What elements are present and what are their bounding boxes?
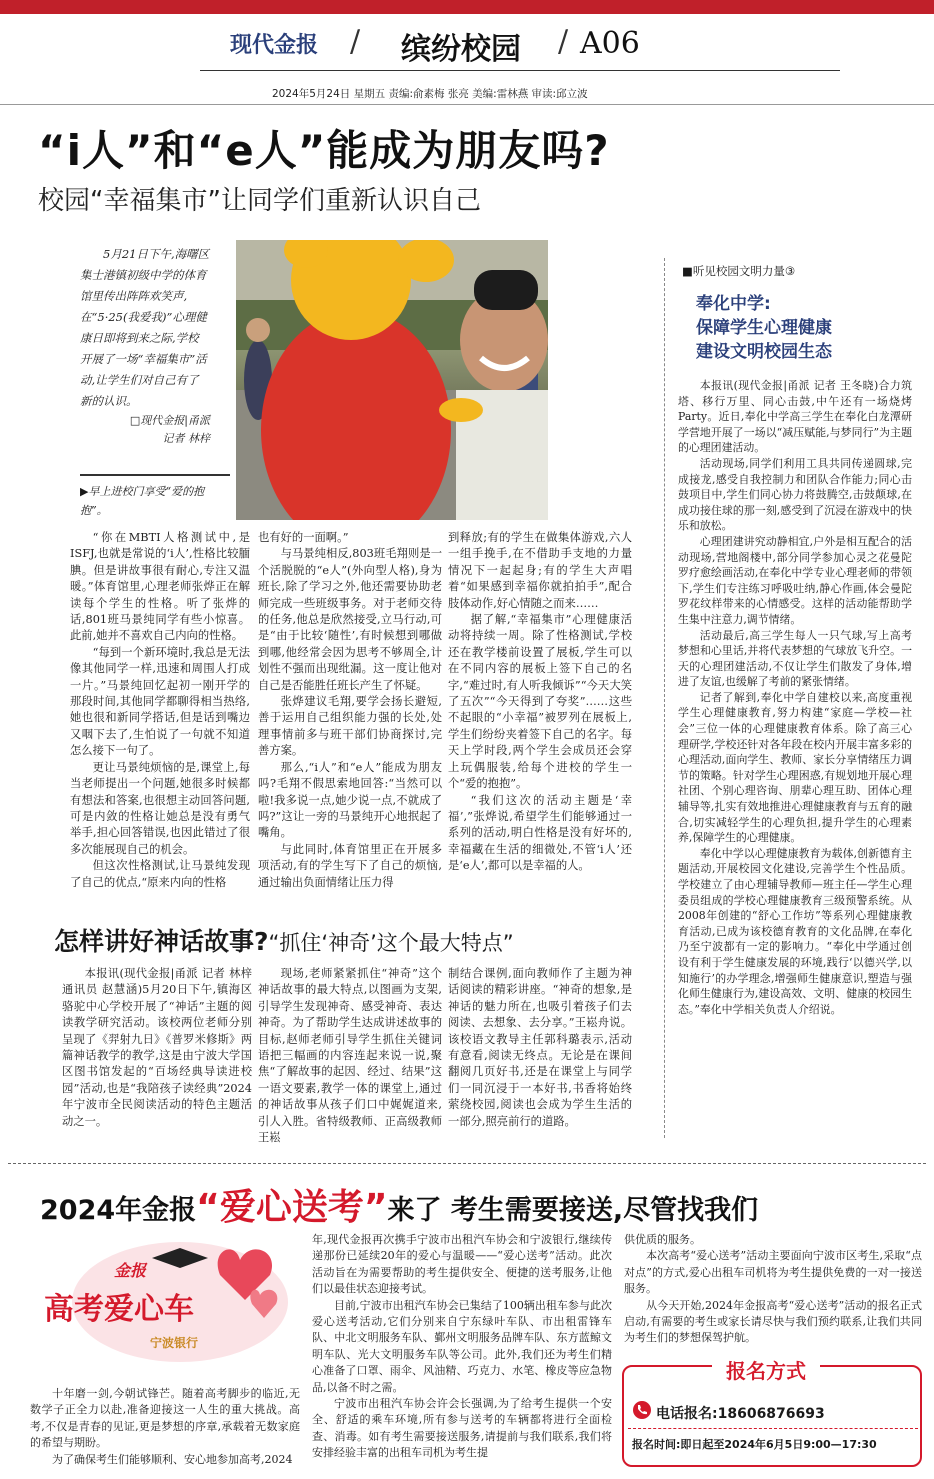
article2-column-3: 制结合课例,面向教师作了主题为神话阅读的精彩讲座。“神奇的想象,是神话的魅力所在,也吸引着孩子们去阅读、去想象、去分享。”王崧舟说。该校语文教导主任郭科璐表示,活动有意看,阅读无终点。无论是在课间翻阅几页好书,还是在课堂上与同学们一同沉浸于一本好书,书香将始终萦绕校园,阅读也会成为学生生活的一部分,照亮前行的道路。 — [448, 967, 632, 1128]
promo-logo — [30, 1240, 288, 1370]
byline-source: □现代金报|甬派 — [129, 414, 210, 427]
article-lead: 5月21日下午,海曙区集士港镇初级中学的体育馆里传出阵阵欢笑声,在“5·25(我爱我)”心理健康日即将到来之际,学校开展了一场“幸福集市”活动,让学生们对自己有了新的认识。 □现代金报|甬派 记者 林梓 — [80, 244, 210, 448]
logo-main-text: 高考爱心车 — [44, 1292, 194, 1327]
section-name: 缤纷校园 — [401, 32, 521, 67]
promo-headline: 2024年金报“爱心送考”来了 考生需要接送,尽管找我们 — [40, 1187, 759, 1228]
newspaper-name: 现代金报 — [230, 32, 319, 58]
article2-headline: 怎样讲好神话故事?“抓住‘神奇’这个最大特点” — [54, 927, 514, 956]
promo-column-1: 十年磨一剑,今朝试锋芒。随着高考脚步的临近,无数学子正全力以赴,准备迎接这一人生的重大挑战。高考,不仅是青春的见证,更是梦想的序章,承载着无数家庭的希望与期盼。 为了确保考生们能够顺利、安心地参加高考,2024 — [30, 1387, 300, 1466]
bank-logo-text: 宁波银行 — [150, 1336, 199, 1350]
header-rule — [0, 104, 934, 105]
logo-top-text: 金报 — [114, 1261, 147, 1280]
promo-column-3: 供优质的服务。 本次高考“爱心送考”活动主要面向宁波市区考生,采取“点对点”的方式,爱心出租车司机将为考生提供免费的一对一接送服务。 从今天开始,2024年金报高考“爱心送考”活动的报名正式启动,有需要的考生或家长请尽快与我们预约联系,让我们共同为考生们的梦想保驾护航。 — [624, 1233, 922, 1345]
photo-caption: ▶早上进校门享受“爱的抱抱”。 — [80, 474, 230, 520]
phone-number[interactable]: 电话报名:18606876693 — [656, 1406, 825, 1422]
article-column-3: 到释放;有的学生在做集体游戏,六人一组手挽手,在不借助手支地的力量情况下一起起身;有的学生大声唱着“如果感到幸福你就拍拍手”,配合肢体动作,好心情随之而来…… 据了解,“幸福集市”心理健康活动将持续一周。除了性格测试,学校还在教学楼前设置了展板,学生可以在不同内容的展板上签下自己的名字,“难过时,有人听我倾诉”“今天大笑了五次”“今天得到了夸奖”……这些不起眼的“小幸福”被罗列在展板上,学生们纷纷夹着签下自己的名字。每天上学时段,两个学生会成员还会穿上玩偶服装,给每个进校的学生一个“爱的抱抱”。 “我们这次的活动主题是‘幸福’,”张烨说,希望学生们能够通过一系列的活动,明白性格是没有好坏的,幸福藏在生活的细微处,不管‘i人’还是‘e人’,都可以是幸福的人。 — [448, 531, 632, 873]
sidebar-body: 本报讯(现代金报|甬派 记者 王冬晓)合力筑塔、移行万里、同心击鼓,中午还有一场烧烤Party。近日,奉化中学高三学生在奉化白龙潭研学营地开展了一场以“减压赋能,与梦同行”为主题的心理团建活动。 活动现场,同学们利用工具共同传递圆球,完成接龙,感受自我控制力和团队合作能力;同心击鼓项目中,学生们同心协力将鼓腾空,击鼓颠球,在成功接住球的那一刻,感受到了沉浸在游戏中的快乐和放松。 心理团建讲究动静相宜,户外是相互配合的活动现场,营地阁楼中,部分同学参加心灵之花曼陀罗疗愈绘画活动,在奉化中学专业心理老师的带领下,学生们专注练习呼吸吐纳,静心作画,体会曼陀罗花纹样带来的心情感受。这样的活动能帮助学生集中注意力,调节情绪。 活动最后,高三学生每人一只气球,写上高考梦想和心里话,并将代表梦想的气球放飞升空。一天的心理团建活动,不仅让学生们散发了身体,增进了友谊,也缓解了考前的紧张情绪。 记者了解到,奉化中学自建校以来,高度重视学生心理健康教育,努力构建“家庭—学校—社会”三位一体的心理健康教育体系。除了高三心理研学,学校还针对各年段在校内开展丰富多彩的心理活动,面向学生、教师、家长分享情绪压力调节的策略。针对学生心理困惑,有规划地开展心理社团、个别心理咨询、朋辈心理互助、团体心理辅导等,扎实有效地推进心理健康教育与五育的融合,切实减轻学生的心理负担,提升学生的心理素养,保障学生的心理健康。 奉化中学以心理健康教育为载体,创新德育主题活动,开展校园文化建设,完善学生个性品质。学校建立了由心理辅导教师—班主任—学生心理委员组成的学校心理健康教育三级预警系统。从2008年创建的“舒心工作坊”等系列心理健康教育活动,已成为该校德育教育的文化品牌,在奉化乃至宁波都有一定的影响力。“奉化中学通过创设有利于学生健康发展的环境,践行‘以德兴学,以知施行’的办学理念,增强师生健康意识,塑造与强化师生健康行为,建设高效、文明、健康的校园生态。”奉化中学相关负责人介绍说。 — [678, 379, 912, 1016]
promo-column-2: 年,现代金报再次携手宁波市出租汽车协会和宁波银行,继续传递那份已延续20年的爱心与温暖——“爱心送考”活动。此次活动旨在为需要帮助的考生提供安全、便捷的送考服务,让他们以最佳状态迎接考试。 目前,宁波市出租汽车协会已集结了100辆出租车参与此次爱心送考活动,它们分别来自宁东绿叶车队、市出租雷锋车队、中北文明服务车队、鄞州文明服务品牌车队、东方蓝鲸文明车队、光大文明服务车队等公司。此外,我们还为考生们精心准备了口罩、雨伞、风油精、巧克力、水笔、橡皮等应急物品,以备不时之需。 宁波市出租汽车协会许会长强调,为了给考生提供一个安全、舒适的乘车环境,所有参与送考的车辆都将进行全面检查、消毒。如有考生需要接送服务,请提前与我们联系,我们将安排经验丰富的出租车司机为考生提 — [312, 1233, 612, 1460]
hug-photo — [236, 240, 548, 520]
registration-divider — [628, 1428, 918, 1429]
phone-icon — [632, 1400, 652, 1424]
divider-slash: / — [558, 24, 569, 59]
registration-title: 报名方式 — [712, 1355, 820, 1384]
series-tag: ■听见校园文明力量③ — [682, 264, 796, 278]
top-red-bar — [0, 0, 934, 14]
sidebar-divider — [664, 258, 665, 1138]
article2-column-1: 本报讯(现代金报|甬派 记者 林梓 通讯员 赵慧涵)5月20日下午,镇海区骆驼中心学校开展了“神话”主题的阅读教学研究活动。该校两位老师分别呈现了《羿射九日》《普罗米修斯》两篇神话教学的教学,这是由宁波大学国区图书馆发起的“百场经典导读进校园”活动,也是“我陪孩子读经典”2024年宁波市全民阅读活动的特色主题活动之一。 — [62, 967, 252, 1128]
article2-column-2: 现场,老师紧紧抓住“神奇”这个神话故事的最大特点,以图画为支架,引导学生发现神奇、感受神奇、表达神奇。为了帮助学生达成讲述故事的目标,赵师老师引导学生抓住关键词语把三幅画的内容连起来说一说,聚焦“了解故事的起因、经过、结果”这一语文要素,教学一体的课堂上,通过的神话故事从孩子们口中娓娓道来,引人入胜。省特级教师、正高级教师王崧 — [258, 967, 442, 1145]
section-divider — [8, 1163, 926, 1164]
article-column-2: 也有好的一面啊。” 与马景纯相反,803班毛翔则是一个活脱脱的“e人”(外向型人格),身为班长,除了学习之外,他还需要协助老师完成一些班级事务。对于老师交待的任务,他总是欣然接受,立马行动,可是“由于比较‘随性’,有时候想到哪做到哪,他经常会因为思考不够周全,计划性不强而出现纰漏。这一度让他对自己是否能胜任班长产生了怀疑。 张烨建议毛翔,要学会扬长避短,善于运用自己组织能力强的长处,处理事情前多与班干部们协商探讨,完善方案。 那么,“i人”和“e人”能成为朋友吗?毛翔不假思索地回答:“当然可以啦!我多说一点,她少说一点,不就成了吗?”这让一旁的马景纯开心地抿起了嘴角。 与此同时,体育馆里正在开展多项活动,有的学生写下了自己的烦恼,通过输出负面情绪让压力得 — [258, 531, 442, 889]
header-rule — [200, 70, 840, 71]
article-column-1: “你在MBTI人格测试中,是ISFJ,也就是常说的‘i人’,性格比较腼腆。但是讲故事很有耐心,专注又温暖。”体育馆里,心理老师张烨正在解读每个学生的性格。听了张烨的话,801班马景纯同学有些小惊喜。此前,她并不喜欢自己内向的性格。 “每到一个新环境时,我总是无法像其他同学一样,迅速和周围人打成一片。”马景纯回忆起初一刚开学的那段时间,其他同学都聊得相当热络,她也很和新同学搭话,但是话到嘴边又咽下去了,生怕说了一句就不知道怎么接下一句了。 更让马景纯烦恼的是,课堂上,每当老师提出一个问题,她很多时候都有想法和答案,也很想主动回答问题,可是内敛的性格让她总是没有勇气举手,担心回答错误,也因此错过了很多次能展现自己的机会。 但这次性格测试,让马景纯发现了自己的优点,“原来内向的性格 — [70, 531, 250, 889]
byline-reporter: 记者 林梓 — [162, 432, 210, 445]
article-subheadline: 校园“幸福集市”让同学们重新认识自己 — [38, 186, 481, 216]
article-headline: “i人”和“e人”能成为朋友吗? — [38, 126, 610, 175]
page-number: A06 — [580, 26, 640, 61]
divider-slash: / — [350, 24, 361, 59]
registration-time: 报名时间:即日起至2024年6月5日9:00—17:30 — [632, 1438, 877, 1451]
issue-meta: 2024年5月24日 星期五 责编:俞素梅 张亮 美编:雷林燕 审读:邱立波 — [272, 88, 588, 100]
sidebar-headline: 奉化中学: 保障学生心理健康 建设文明校园生态 — [696, 294, 832, 362]
